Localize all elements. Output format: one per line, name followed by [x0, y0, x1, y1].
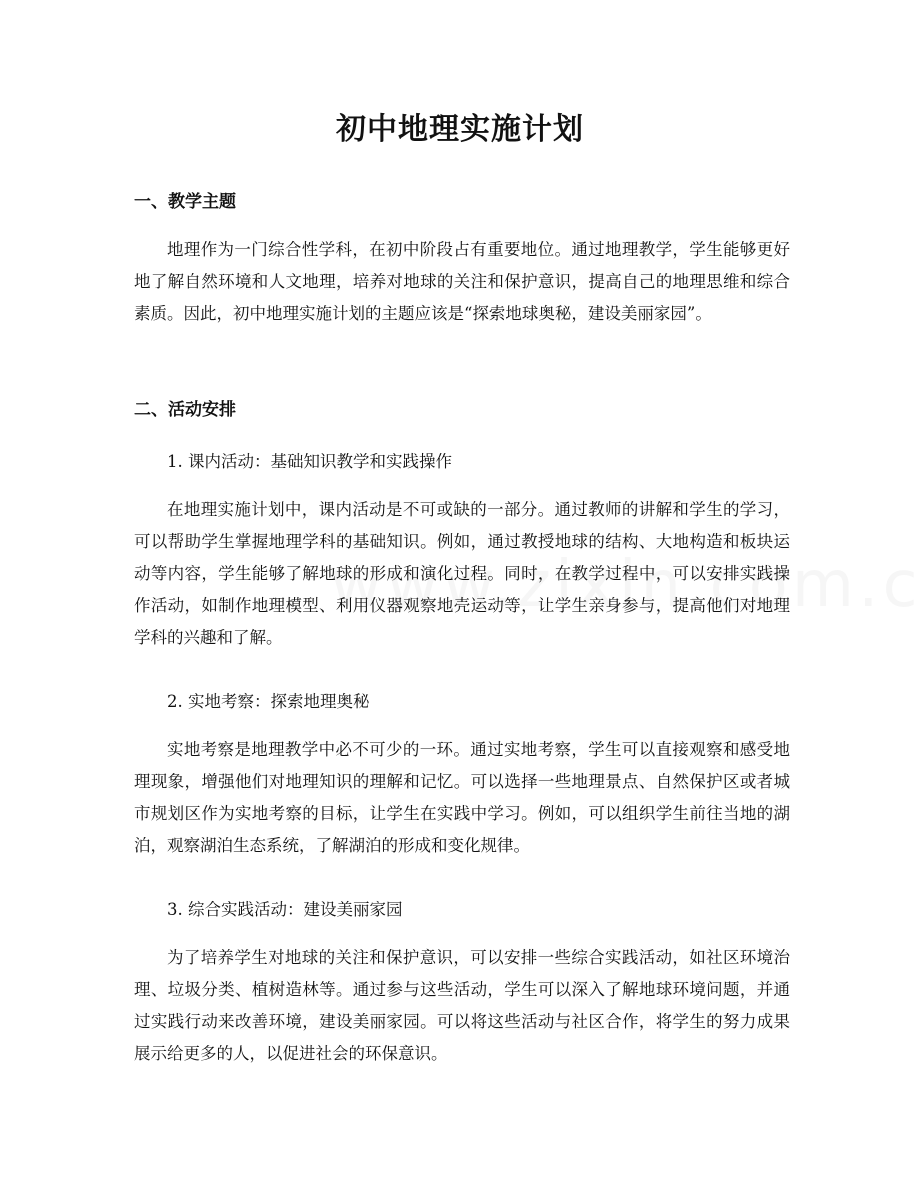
section-heading-teaching-theme: 一、教学主题 [134, 192, 236, 212]
subheading-field-trip: 2. 实地考察：探索地理奥秘 [167, 692, 370, 711]
paragraph-classroom-activity: 在地理实施计划中，课内活动是不可或缺的一部分。通过教师的讲解和学生的学习，可以帮助学生掌握地理学科的基础知识。例如，通过教授地球的结构、大地构造和板块运动等内容，学生能够了解地球的形成和演化过程。同时，在教学过程中，可以安排实践操作活动，如制作地理模型、利用仪器观察地壳运动等，让学生亲身参与，提高他们对地理学科的兴趣和了解。 [134, 500, 790, 647]
subheading-classroom-activity: 1. 课内活动：基础知识教学和实践操作 [167, 452, 452, 471]
section-heading-activities: 二、活动安排 [134, 400, 236, 420]
page-title: 初中地理实施计划 [336, 112, 584, 147]
paragraph-field-trip: 实地考察是地理教学中必不可少的一环。通过实地考察，学生可以直接观察和感受地理现象，增强他们对地理知识的理解和记忆。可以选择一些地理景点、自然保护区或者城市规划区作为实地考察的目标，让学生在实践中学习。例如，可以组织学生前往当地的湖泊，观察湖泊生态系统，了解湖泊的形成和变化规律。 [134, 740, 790, 855]
subheading-practice-activity: 3. 综合实践活动：建设美丽家园 [167, 900, 403, 919]
paragraph-teaching-theme: 地理作为一门综合性学科，在初中阶段占有重要地位。通过地理教学，学生能够更好地了解自然环境和人文地理，培养对地球的关注和保护意识，提高自己的地理思维和综合素质。因此，初中地理实施计划的主题应该是“探索地球奥秘，建设美丽家园”。 [134, 240, 790, 323]
paragraph-practice-activity: 为了培养学生对地球的关注和保护意识，可以安排一些综合实践活动，如社区环境治理、垃圾分类、植树造林等。通过参与这些活动，学生可以深入了解地球环境问题，并通过实践行动来改善环境，建设美丽家园。可以将这些活动与社区合作，将学生的努力成果展示给更多的人，以促进社会的环保意识。 [134, 948, 790, 1063]
